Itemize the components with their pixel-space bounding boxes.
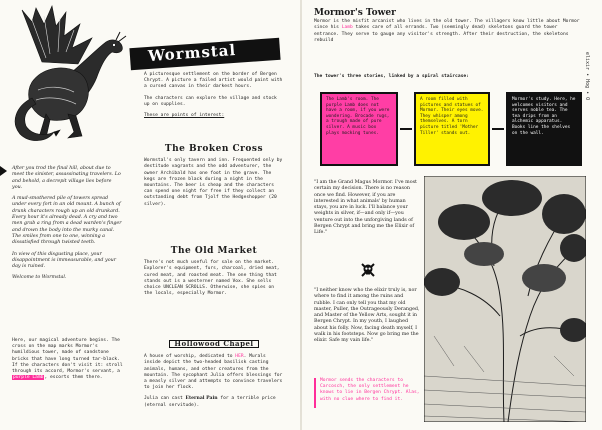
guidance-part-1: Here, our magical adventure begins. The cross on the map marks Mormor's humildious tower, made of sandstone bricks that have long turned tar-black. If the characters don't visit it: stroll through its accord, Mormor's servant, a [12,338,123,375]
arrow-pointer-icon [0,166,7,176]
mormor-quote-1 [314,180,420,242]
wormstal-intro [144,72,284,124]
chapel-text-3: Julia can cast [144,396,183,402]
mormors-tower-title: Mormor's Tower [314,8,396,18]
broken-cross-text: Wormstal's only tavern and inn. Frequented only by destitude vagrants and the odd adventurer, the owner Archibald has one foot in the grave. The kegs are frozen black during a night in the mountains. The beer is cheap and the characters can spend one night for free if they collect an outstanding debt from Tjolf the Hedgeshopper (20 silver). [144,158,283,207]
chapel-text-1: A house of worship, dedicated to [144,354,233,360]
dragon-illustration [2,2,130,152]
old-market-text: There's not much useful for sale on the market. Explorer's equipment, furs, charcoal, dried meat, cured meat, and roasted meat. The one thing that stands out is a westerner named Vox. She sells choice UNCLEAN SCROLLS. Otherwise, she spies on the locals, especially Mormor. [144,260,280,297]
chapel-section [144,336,284,414]
chapel-text-4: for a terrible price (eternal servitude). [144,396,276,408]
statue-room-box [414,92,490,166]
poem-paragraph-3: In view of this disgusting place, your disappointment is immeasurable, and your day is ruined. [12,251,117,270]
quote-1-text: "I am the Grand Magus Mormor. I've most certain my decision. There is no reason once we find. However, if you are interested in what animals' by human stays, you are in luck. I'll balance your weights in silver, if—and only if—you venture out into the unforgiving lands of Bergen Chrypt and bring me the Elixir of Life." [314,180,417,236]
mormors-tower-header [314,10,582,49]
connector-line-1 [400,128,412,130]
old-market-title: The Old Market [170,246,258,256]
lamb-room-text: The Lamb's room. The purple Lamb does not have a room, if you were wondering. Brocade rugs, a trough made of pure silver. A music box plays mocking tunes. [326,97,390,136]
mission-callout [314,378,420,408]
chapel-title: Hollowood Chapel [169,340,258,348]
intro-poem [12,166,122,287]
broken-cross-section [144,142,284,213]
poem-paragraph-4: Welcome to Wormstal. [12,275,67,281]
tower-intro-2: takes care of all errands. Two (seemingly dead) skeletons guard the tower entrance. They serve to gauge any visitor's strength. [314,25,558,37]
study-room-box [506,92,582,166]
intro-text-3: These are points of interest: [144,113,225,119]
poem-paragraph-1: After you trod the final hill, about due to meet the sinister, assassinating travelers. Lo and behold, a decrepit village lies before you. [12,166,121,190]
statue-room-text: A room filled with pictures and statues of Mormor. Their eyes move. They whisper among themselves. A torn picture titled 'Mother Tiller' stands out. [420,97,484,136]
tower-intro-1: Mormor is the misfit arcanist who lives in the old tower. The villagers know little about Mormor since his [314,19,580,31]
tree-illustration [424,176,586,422]
mormor-quote-2 [314,288,420,350]
edge-label: elixir • Hog • O [584,52,590,101]
study-room-text: Mormor's study. Here, he welcomes visitors and serves noble tea. The tea drips from an alchemic apparatus. Books line the shelves on the wall. [512,97,576,136]
guidance-text [12,338,124,386]
lamb-room-box [320,92,398,166]
her-highlight: HER [235,354,244,360]
eternal-pain-spell: Eternal Pain [185,396,218,402]
lamb-highlight: Lamb [341,25,353,31]
poem-paragraph-2: A mud-smothered pile of towers spread under every fort in an old mount. A bunch of drunk characters rough up an old drunkard. Every hour it's already dead. A cry and two men grab a ring from a dead warden's finger and drown the body into the murky canal. The smiles from one to one, winning a dissatisfied through twisted teeth. [12,196,122,246]
page-gutter [300,0,302,430]
connector-line-2 [492,128,504,130]
purple-lamb-highlight: purple Lamb [13,375,44,381]
intro-text-2: The characters can explore the village and stock up on supplies. [144,95,277,107]
broken-cross-title: The Broken Cross [164,144,264,154]
chapel-text-2: . Murals inside depict the two-headed basilisk casting animals, humans, and other creatures from the mountain. The sycophant Julia offers blessings for a measly silver and attempts to convince travelers to join her flock. [144,354,283,391]
page-title-wormstal: Wormstal [147,40,237,66]
skull-icon [360,262,376,278]
intro-text: A picturesque settlement on the border of Bergen Chrypt. A picture a failed artist would paint with a cursed canvas in their darkest hours. [144,72,283,90]
tower-intro-3: After their destruction, the skeletons rebuild [314,31,569,43]
guidance-part-2: , escorts them there. [44,375,103,381]
old-market-section [144,244,284,302]
tower-stories-label: The tower's three stories, linked by a spiral staircase: [314,74,469,79]
mission-text: Mormor sends the characters to Carcosch, the only settlement he knows to lie in Bergen Chrypt. Alas, with no clue where to find it. [320,378,420,402]
quote-2-text: "I neither know who the elixir truly is, nor where to find it among the ruins and rubble. I can only tell you that my old master, Puller, the Outrageously Deranged, and Master of the Yellow Arts, sought it in Bergen Chrypt. In my youth, I laughed about his folly. Now, facing death myself, I walk in his footsteps. Now go bring me the elixir. Safe my vain life." [314,288,420,344]
